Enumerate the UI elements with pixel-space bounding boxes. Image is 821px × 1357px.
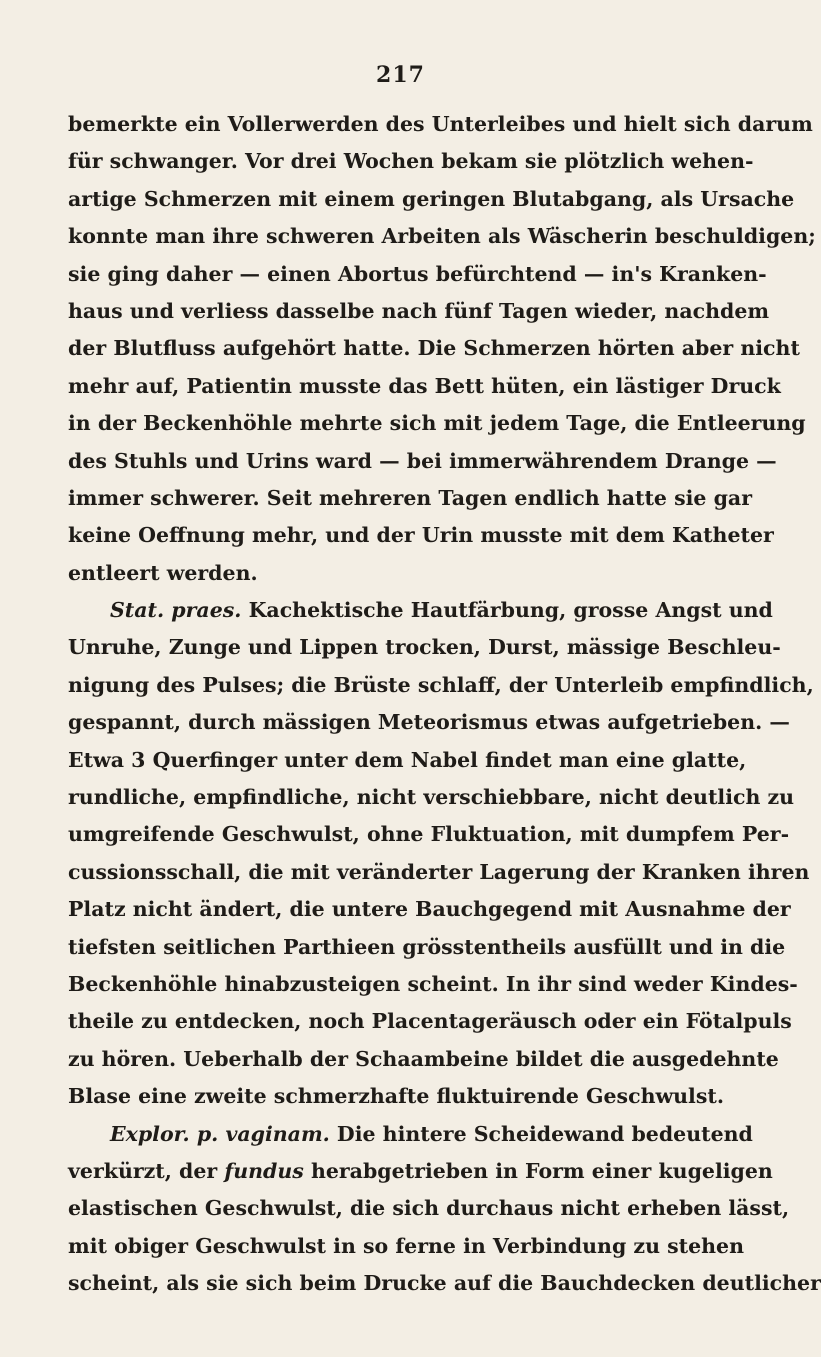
text-line: Blase eine zweite schmerzhafte fluktuirende Geschwulst. — [68, 1084, 724, 1109]
text-line: nigung des Pulses; die Brüste schlaff, der Unterleib empfindlich, — [68, 672, 814, 697]
text-line — [68, 1153, 773, 1190]
text-line: Platz nicht ändert, die untere Bauchgegend mit Ausnahme der — [68, 897, 791, 922]
text-fragment: herabgetrieben in Form einer kugeligen — [310, 1158, 773, 1183]
paragraph-first-line — [68, 1116, 753, 1153]
text-line: entleert werden. — [68, 560, 258, 585]
text-line: keine Oeffnung mehr, und der Urin musste mit dem Katheter — [68, 523, 774, 548]
text-line: mehr auf, Patientin musste das Bett hüten, ein lästiger Druck — [68, 373, 781, 398]
text-line: artige Schmerzen mit einem geringen Blutabgang, als Ursache — [68, 186, 795, 211]
text-line: des Stuhls und Urins ward — bei immerwährendem Drange — — [68, 448, 777, 473]
emphasized-term: fundus — [224, 1158, 304, 1183]
text-line: scheint, als sie sich beim Drucke auf die Bauchdecken deutlicher — [68, 1271, 821, 1296]
text-line: sie ging daher — einen Abortus befürchtend — in's Kranken- — [68, 261, 767, 286]
page-text — [68, 106, 821, 1303]
text-fragment: Die hintere Scheidewand bedeutend — [336, 1121, 753, 1146]
text-line: der Blutfluss aufgehört hatte. Die Schmerzen hörten aber nicht — [68, 336, 800, 361]
text-line: zu hören. Ueberhalb der Schaambeine bildet die ausgedehnte — [68, 1046, 779, 1071]
text-line: konnte man ihre schweren Arbeiten als Wäscherin beschuldigen; — [68, 224, 816, 249]
text-line: mit obiger Geschwulst in so ferne in Verbindung zu stehen — [68, 1233, 745, 1258]
text-line: bemerkte ein Vollerwerden des Unterleibes und hielt sich darum — [68, 112, 813, 136]
text-line: umgreifende Geschwulst, ohne Fluktuation, mit dumpfem Per- — [68, 822, 790, 847]
text-line: elastischen Geschwulst, die sich durchaus nicht erheben lässt, — [68, 1196, 790, 1221]
text-line: Unruhe, Zunge und Lippen trocken, Durst, mässige Beschleu- — [68, 635, 781, 660]
paragraph-first-line — [68, 592, 773, 629]
text-line: Beckenhöhle hinabzusteigen scheint. In ihr sind weder Kindes- — [68, 971, 798, 996]
page-number: 217 — [376, 62, 425, 88]
text-line: immer schwerer. Seit mehreren Tagen endlich hatte sie gar — [68, 485, 753, 510]
text-line: rundliche, empfindliche, nicht verschiebbare, nicht deutlich zu — [68, 785, 795, 810]
text-line: tiefsten seitlichen Parthieen grösstentheils ausfüllt und in die — [68, 934, 786, 959]
text-line: haus und verliess dasselbe nach fünf Tagen wieder, nachdem — [68, 298, 770, 323]
text-fragment: Kachektische Hautfärbung, grosse Angst und — [248, 598, 773, 623]
section-lead: Explor. p. vaginam. — [110, 1121, 330, 1146]
text-line: in der Beckenhöhle mehrte sich mit jedem Tage, die Entleerung — [68, 411, 806, 436]
text-line: theile zu entdecken, noch Placentageräusch oder ein Fötalpuls — [68, 1009, 792, 1034]
text-line: Etwa 3 Querfinger unter dem Nabel findet man eine glatte, — [68, 747, 747, 772]
text-line: cussionsschall, die mit veränderter Lagerung der Kranken ihren — [68, 859, 810, 884]
section-lead: Stat. praes. — [110, 598, 242, 623]
text-line: gespannt, durch mässigen Meteorismus etwas aufgetrieben. — — [68, 710, 790, 735]
text-line: für schwanger. Vor drei Wochen bekam sie plötzlich wehen- — [68, 149, 754, 174]
text-fragment: verkürzt, der — [68, 1158, 218, 1183]
